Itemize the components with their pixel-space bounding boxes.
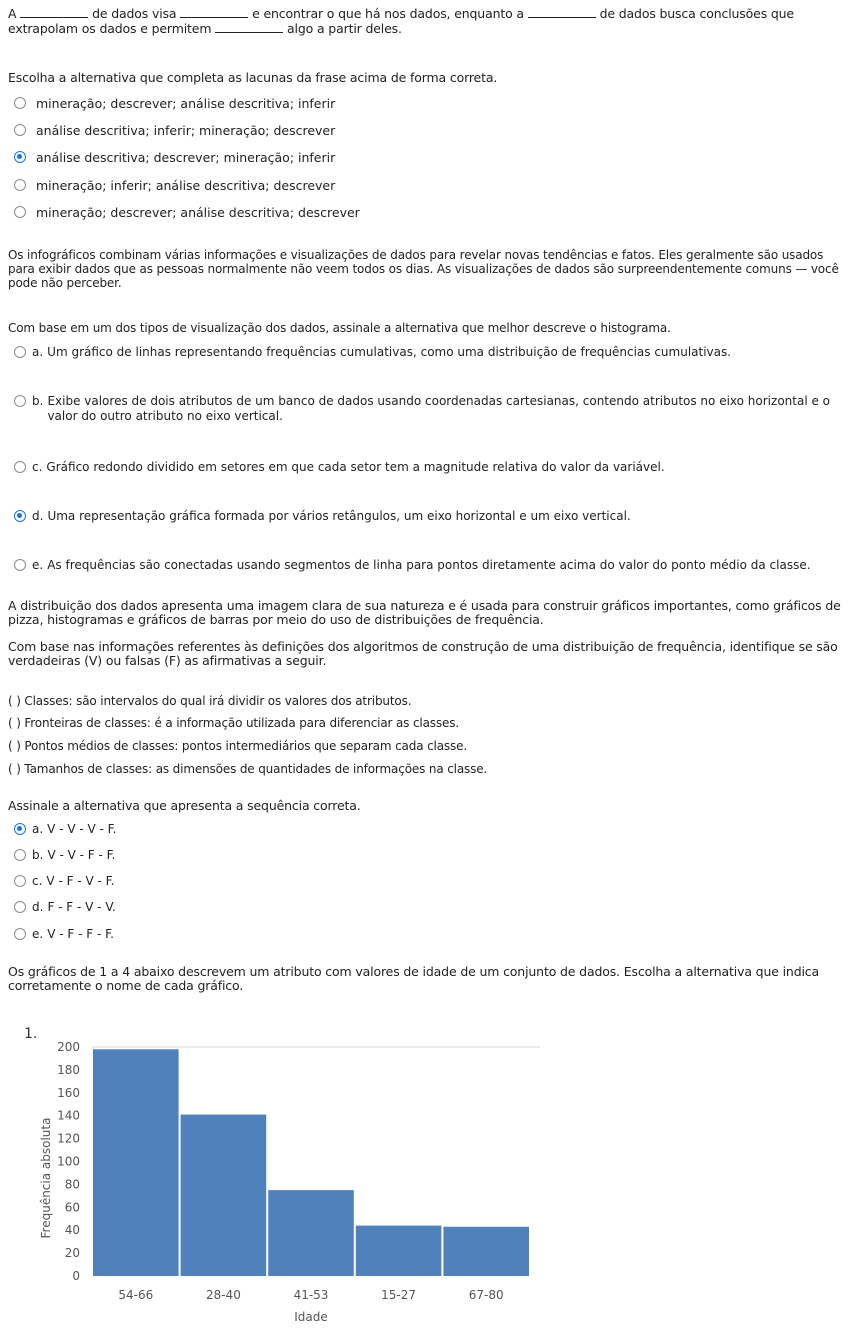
q1-blank-4 xyxy=(215,21,283,33)
q2-intro: Os infográficos combinam várias informações e visualizações de dados para revelar novas tendências e fatos. Eles geralmente são usados para exibir dados que as pessoas normalmente não veem todos os dias. As visualizações de dados são surpreendentemente comuns — você pode não perceber. xyxy=(8,248,839,290)
q1-option-label: mineração; descrever; análise descritiva; descrever xyxy=(36,205,360,220)
q3-option[interactable] xyxy=(14,822,116,837)
q1-radio[interactable] xyxy=(14,97,26,109)
q3-option[interactable] xyxy=(14,900,116,915)
q3-option-label: F - F - V - V. xyxy=(47,900,116,914)
q1-blank-2 xyxy=(180,6,248,18)
q2-option-label: Exibe valores de dois atributos de um banco de dados usando coordenadas cartesianas, contendo atributos no eixo horizontal e o valor do outro atributo no eixo vertical. xyxy=(47,394,831,423)
y-tick-label: 60 xyxy=(64,1200,80,1215)
q1-option[interactable] xyxy=(14,150,335,165)
x-tick-label: 41-53 xyxy=(293,1288,329,1302)
q3-option-letter: d. xyxy=(32,900,44,914)
q1-sentence xyxy=(8,6,843,36)
q3-statement: ( ) Fronteiras de classes: é a informação utilizada para diferenciar as classes. xyxy=(8,716,459,730)
x-tick-labels xyxy=(118,1288,503,1302)
q3-statement: ( ) Classes: são intervalos do qual irá dividir os valores dos atributos. xyxy=(8,694,412,708)
q3-radio[interactable] xyxy=(14,928,26,940)
q1-text-part: de dados visa xyxy=(92,6,177,21)
histogram-bar xyxy=(181,1115,267,1276)
q1-option[interactable] xyxy=(14,96,335,111)
q2-option[interactable] xyxy=(14,460,665,475)
q3-option-label: V - V - F - F. xyxy=(47,848,116,862)
q1-option-label: mineração; descrever; análise descritiva; inferir xyxy=(36,96,336,111)
y-tick-label: 120 xyxy=(57,1131,80,1146)
q2-option-letter: b. xyxy=(32,394,44,408)
q1-option-label: análise descritiva; inferir; mineração; descrever xyxy=(36,123,336,138)
q3-statement: ( ) Pontos médios de classes: pontos intermediários que separam cada classe. xyxy=(8,739,468,753)
q3-statement: ( ) Tamanhos de classes: as dimensões de quantidades de informações na classe. xyxy=(8,762,488,776)
q1-radio[interactable] xyxy=(14,124,26,136)
y-tick-label: 80 xyxy=(64,1177,80,1192)
y-tick-label: 100 xyxy=(57,1154,80,1169)
q3-option-label: V - F - F - F. xyxy=(47,927,114,941)
x-tick-label: 28-40 xyxy=(205,1288,241,1302)
q1-blank-1 xyxy=(20,6,88,18)
q2-option-label: Uma representação gráfica formada por vários retângulos, um eixo horizontal e um eixo vertical. xyxy=(47,509,631,523)
x-tick-label: 67-80 xyxy=(468,1288,504,1302)
x-axis-label: Idade xyxy=(294,1310,328,1324)
q4-intro: Os gráficos de 1 a 4 abaixo descrevem um atributo com valores de idade de um conjunto de dados. Escolha a alternativa que indica corretamente o nome de cada gráfico. xyxy=(8,964,820,993)
q1-option[interactable] xyxy=(14,178,335,193)
y-tick-label: 0 xyxy=(72,1269,80,1283)
histogram-bar xyxy=(443,1227,529,1276)
q3-option-label: V - F - V - F. xyxy=(46,874,115,888)
q3-radio[interactable] xyxy=(14,901,26,913)
q1-text-part: A xyxy=(8,6,17,21)
q2-option-label: Gráfico redondo dividido em setores em que cada setor tem a magnitude relativa do valor da variável. xyxy=(46,460,665,474)
q2-option[interactable] xyxy=(14,394,834,424)
q3-option[interactable] xyxy=(14,927,114,942)
q2-radio[interactable] xyxy=(14,461,26,473)
y-tick-label: 200 xyxy=(57,1040,80,1054)
q2-option-letter: e. xyxy=(32,558,44,572)
y-tick-label: 160 xyxy=(57,1085,80,1100)
q2-option-letter: d. xyxy=(32,509,44,523)
q3-option-letter: e. xyxy=(32,927,44,941)
chart-number: 1. xyxy=(24,1026,38,1042)
q2-option-letter: a. xyxy=(32,345,44,359)
q3-radio-selected[interactable] xyxy=(14,823,26,835)
q2-option-label: As frequências são conectadas usando segmentos de linha para pontos diretamente acima do valor do ponto médio da classe. xyxy=(47,558,811,572)
y-tick-label: 140 xyxy=(57,1108,80,1123)
y-tick-label: 20 xyxy=(64,1246,80,1261)
q1-text-part: de dados busca conclusões que extrapolam os dados e permitem xyxy=(8,6,794,36)
q2-option[interactable] xyxy=(14,558,811,573)
x-tick-label: 54-66 xyxy=(118,1288,154,1302)
q2-radio[interactable] xyxy=(14,395,26,407)
q3-prompt: Assinale a alternativa que apresenta a sequência correta. xyxy=(8,798,361,813)
q2-radio[interactable] xyxy=(14,559,26,571)
q2-prompt: Com base em um dos tipos de visualização dos dados, assinale a alternativa que melhor descreve o histograma. xyxy=(8,321,671,335)
q1-radio-selected[interactable] xyxy=(14,151,26,163)
q1-text-part: algo a partir deles. xyxy=(287,21,402,36)
q1-option[interactable] xyxy=(14,205,360,220)
q2-radio[interactable] xyxy=(14,346,26,358)
q3-option-label: V - V - V - F. xyxy=(47,822,117,836)
y-axis-label: Frequência absoluta xyxy=(39,1117,53,1239)
histogram-bar xyxy=(356,1226,442,1276)
q3-option-letter: a. xyxy=(32,822,44,836)
q3-intro-1: A distribuição dos dados apresenta uma imagem clara de sua natureza e é usada para construir gráficos importantes, como gráficos de pizza, histogramas e gráficos de barras por meio do uso de distribuições de frequência. xyxy=(8,598,841,627)
q1-radio[interactable] xyxy=(14,179,26,191)
q3-intro-2: Com base nas informações referentes às definições dos algoritmos de construção de uma distribuição de frequência, identifique se são verdadeiras (V) ou falsas (F) as afirmativas a seguir. xyxy=(8,639,838,668)
bars xyxy=(93,1049,529,1276)
q3-option-letter: b. xyxy=(32,848,44,862)
histogram-chart xyxy=(0,1040,560,1330)
q2-option-label: Um gráfico de linhas representando frequências cumulativas, como uma distribuição de frequências cumulativas. xyxy=(47,345,732,359)
q3-option[interactable] xyxy=(14,874,114,889)
q1-option-label: análise descritiva; descrever; mineração; inferir xyxy=(36,150,336,165)
y-tick-labels xyxy=(57,1040,80,1283)
q3-option-letter: c. xyxy=(32,874,43,888)
y-tick-label: 180 xyxy=(57,1062,80,1077)
q1-option-label: mineração; inferir; análise descritiva; descrever xyxy=(36,178,336,193)
q3-radio[interactable] xyxy=(14,849,26,861)
q2-option[interactable] xyxy=(14,509,631,524)
q1-prompt: Escolha a alternativa que completa as lacunas da frase acima de forma correta. xyxy=(8,70,498,85)
q1-radio[interactable] xyxy=(14,206,26,218)
histogram-bar xyxy=(268,1190,354,1276)
q1-text-part: e encontrar o que há nos dados, enquanto a xyxy=(252,6,524,21)
y-tick-label: 40 xyxy=(64,1223,80,1238)
q3-radio[interactable] xyxy=(14,875,26,887)
histogram-bar xyxy=(93,1049,179,1276)
q3-option[interactable] xyxy=(14,848,115,863)
q1-option[interactable] xyxy=(14,123,335,138)
q1-blank-3 xyxy=(528,6,596,18)
q2-option-letter: c. xyxy=(32,460,43,474)
x-tick-label: 15-27 xyxy=(381,1288,417,1302)
q2-option[interactable] xyxy=(14,345,731,360)
q2-radio-selected[interactable] xyxy=(14,510,26,522)
